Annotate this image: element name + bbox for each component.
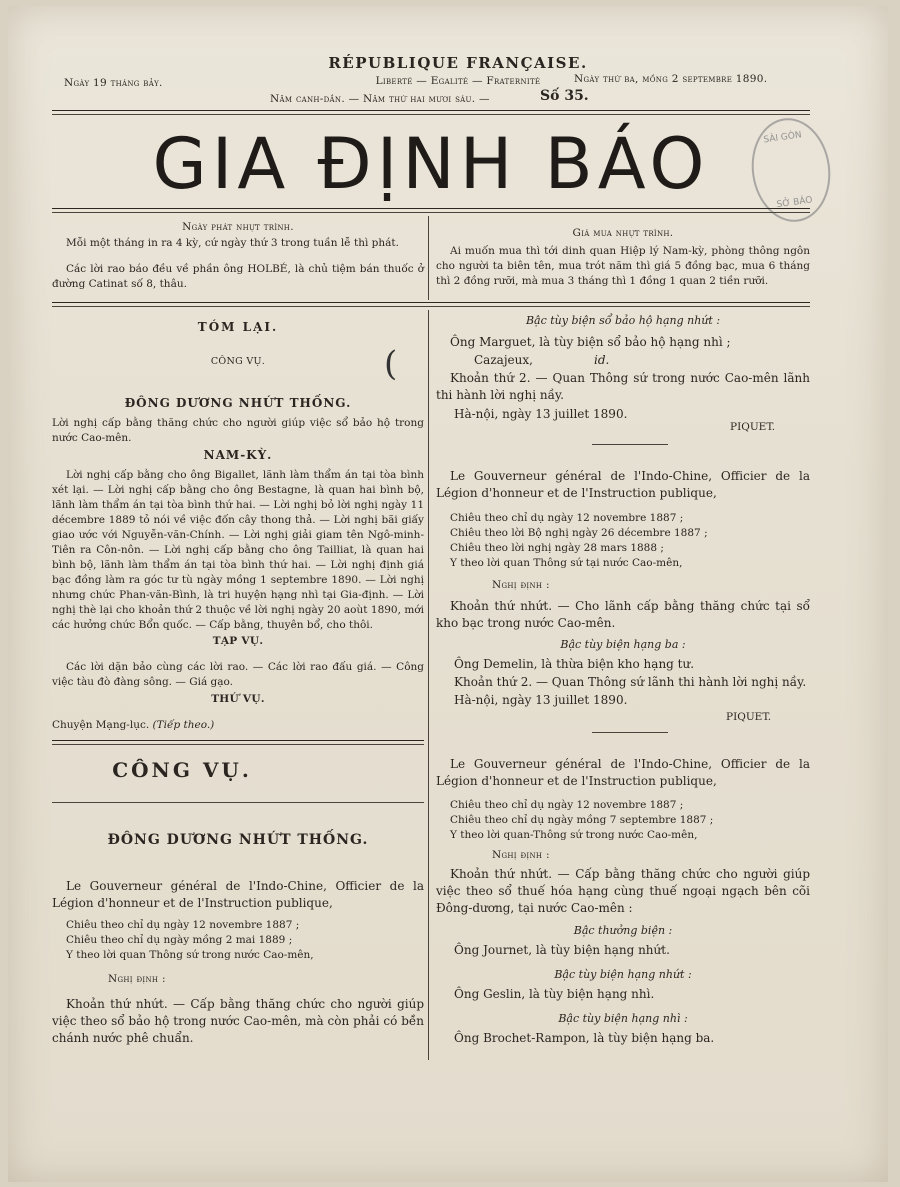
right-article-3: Khoản thứ nhứt. — Cho lãnh cấp bằng thăng chức tại sổ kho bạc trong nước Cao-mên. [436, 599, 810, 630]
masthead-title: GIA ĐỊNH BÁO [152, 123, 710, 205]
right-article-2: Khoản thứ 2. — Quan Thông sứ trong nước Cao-mên lãnh thi hành lời nghị nầy. [436, 371, 810, 402]
right-cite-b4: Y theo lời quan Thông sứ tại nước Cao-mên, [450, 557, 683, 569]
newspaper-page [8, 6, 888, 1182]
archive-stamp: SÀI GÒN SỞ BÁO [745, 113, 837, 227]
right-intro-2: Le Gouverneur général de l'Indo-Chine, Officier de la Légion d'honneur et de l'Instruction publique, [436, 469, 810, 500]
left-citation-1: Chiêu theo chỉ dụ ngày 12 novembre 1887 ; [66, 919, 300, 931]
year-line: Năm canh-dần. — Năm thứ hai mươi sáu. — [270, 93, 490, 105]
right-signature-2: PIQUET. [726, 711, 772, 723]
right-rank-3c: Bậc tùy biện hạng nhì : [558, 1012, 688, 1025]
summary-text-3: Các lời dặn bảo cùng các lời rao. — Các lời rao đấu giá. — Công việc tàu đò đàng sông. — Giá gạo. [52, 661, 424, 688]
summary-section-1: ĐÔNG DƯƠNG NHỨT THỐNG. [124, 396, 352, 410]
left-intro: Le Gouverneur général de l'Indo-Chine, Officier de la Légion d'honneur et de l'Instruction publique, [52, 879, 424, 910]
republic-line: RÉPUBLIQUE FRANÇAISE. [328, 54, 588, 72]
cong-vu-heading: CÔNG VỤ. [112, 758, 252, 782]
right-name-3: Ông Demelin, là thừa biện kho hạng tư. [454, 657, 695, 671]
right-name-3a: Ông Journet, là tùy biện hạng nhứt. [454, 943, 670, 957]
summary-text-4: Chuyện Mạng-lục. (Tiếp theo.) [52, 719, 215, 731]
left-section-heading: ĐÔNG DƯƠNG NHỨT THỐNG. [107, 832, 369, 848]
summary-section-2: NAM-KỲ. [203, 448, 273, 462]
info-left-p1: Mỗi một tháng in ra 4 kỳ, cứ ngày thứ 3 trong tuần lễ thì phát. [66, 237, 399, 249]
right-rank-3a: Bậc thưởng biện : [573, 924, 673, 937]
right-rank-3b: Bậc tùy biện hạng nhứt : [554, 968, 692, 981]
summary-sub: CÔNG VỤ. [210, 356, 266, 367]
header-right-date: Ngày thứ ba, mồng 2 septembre 1890. [574, 73, 768, 85]
info-right-p1: Ai muốn mua thì tới dinh quan Hiệp lý Nam-kỳ, phòng thông ngôn cho người ta biên tên, mua trót năm thì giá 5 đồng bạc, mua 6 tháng thì 2 đồng rưỡi, mà mua 3 tháng thì 1 đồng 1 quan 2 tiền rưỡi. [436, 245, 810, 287]
right-nghi-dinh-2: Nghị định : [492, 579, 550, 591]
info-right-heading: Giá mua nhựt trình. [572, 227, 674, 239]
summary-text-2: Lời nghị cấp bằng cho ông Bigallet, lãnh làm thẩm án tại tòa bình xét lại. — Lời nghị cấp bằng cho ông Bestagne, là quan hai bình bộ, lãnh làm thẩm án tại tòa bình thứ hai. — Lời nghị bỏ lời nghị ngày 11 décembre 1889 tỏ nói về việc đốn cây thong thả. — Lời nghị bãi giấy giao ước với Nguyễn-văn-Chính. — Lời nghị giải giam tên Ngô-minh-Tiên ra Côn-nôn. — Lời nghị cấp bằng cho ông Tailliat, là quan hai bình bộ, lãnh làm thẩm án tại tòa bình thứ hai. — Lời nghị định giá bạc đồng làm ra góc tư tù ngày mồng 1 septembre 1890. — Lời nghị nhưng chức Phan-văn-Bình, là tri huyện hạng nhì tại Gia-định. — Lời nghị thè lại cho khoản thứ 2 thuộc về lời nghị ngày 20 aoùt 1890, mới các hưởng chức Bổn quốc. — Cấp bằng, thuyên bổ, cho thôi. [52, 469, 424, 631]
right-signature-1: PIQUET. [730, 421, 776, 433]
info-left-heading: Ngày phát nhựt trình. [182, 221, 294, 233]
right-cite-b1: Chiêu theo chỉ dụ ngày 12 novembre 1887 ; [450, 512, 684, 524]
left-nghi-dinh: Nghị định : [108, 973, 166, 985]
right-date-2: Hà-nội, ngày 13 juillet 1890. [454, 693, 628, 707]
motto: Liberté — Egalité — Fraternité [375, 75, 541, 87]
right-name-3b: Ông Geslin, là tùy biện hạng nhì. [454, 987, 655, 1001]
summary-section-4: THỨ VỤ. [211, 693, 265, 705]
summary-text-1: Lời nghị cấp bằng thăng chức cho người giúp việc sổ bảo hộ trong nước Cao-mên. [52, 417, 424, 444]
right-name-2: Cazajeux, [474, 353, 533, 367]
right-cite-b2: Chiêu theo lời Bộ nghị ngày 26 décembre 1887 ; [450, 527, 708, 539]
right-article-5: Khoản thứ nhứt. — Cấp bằng thăng chức cho người giúp việc theo sổ thuế hóa hạng cùng thuế ngoại ngạch bên cõi Đông-dương, tại nước Cao-mên : [436, 867, 810, 915]
right-name-2-id: id. [594, 353, 610, 367]
summary-heading: TÓM LẠI. [197, 320, 279, 334]
summary-section-3: TẠP VỤ. [212, 635, 264, 647]
right-cite-d3: Y theo lời quan-Thông sứ trong nước Cao-mên, [450, 829, 698, 841]
right-cite-d2: Chiêu theo chỉ dụ ngày mồng 7 septembre 1887 ; [450, 814, 714, 826]
left-article: Khoản thứ nhứt. — Cấp bằng thăng chức cho người giúp việc theo sổ bảo hộ trong nước Cao-mên, mà còn phải có bề̀n chánh nước phê chuẩn. [52, 997, 424, 1045]
right-rank-1: Bậc tùy biện sổ bảo hộ hạng nhứt : [525, 314, 721, 327]
right-rank-2: Bậc tùy biện hạng ba : [560, 638, 686, 651]
right-name-1: Ông Marguet, là tùy biện sổ bảo hộ hạng nhì ; [450, 335, 731, 349]
issue-number: Số 35. [540, 88, 589, 104]
left-citation-2: Chiêu theo chỉ dụ ngày mồng 2 mai 1889 ; [66, 934, 293, 946]
right-date-1: Hà-nội, ngày 13 juillet 1890. [454, 407, 628, 421]
right-nghi-dinh-3: Nghị định : [492, 849, 550, 861]
header-left-date: Ngày 19 tháng bảy. [64, 77, 163, 89]
margin-bracket-mark: ( [384, 344, 398, 384]
right-name-3c: Ông Brochet-Rampon, là tùy biện hạng ba. [454, 1031, 715, 1045]
right-cite-d1: Chiêu theo chỉ dụ ngày 12 novembre 1887 ; [450, 799, 684, 811]
right-article-4: Khoản thứ 2. — Quan Thông sứ lãnh thi hành lời nghị nầy. [454, 675, 807, 689]
left-citation-3: Y theo lời quan Thông sứ trong nước Cao-mên, [66, 949, 314, 961]
right-cite-b3: Chiêu theo lời nghị ngày 28 mars 1888 ; [450, 542, 664, 554]
info-left-p2: Các lời rao báo đều về phần ông HOLBÉ, là chủ tiệm bán thuốc ở đường Catinat số 8, thâu. [52, 263, 424, 290]
right-intro-3: Le Gouverneur général de l'Indo-Chine, Officier de la Légion d'honneur et de l'Instruction publique, [436, 757, 810, 788]
